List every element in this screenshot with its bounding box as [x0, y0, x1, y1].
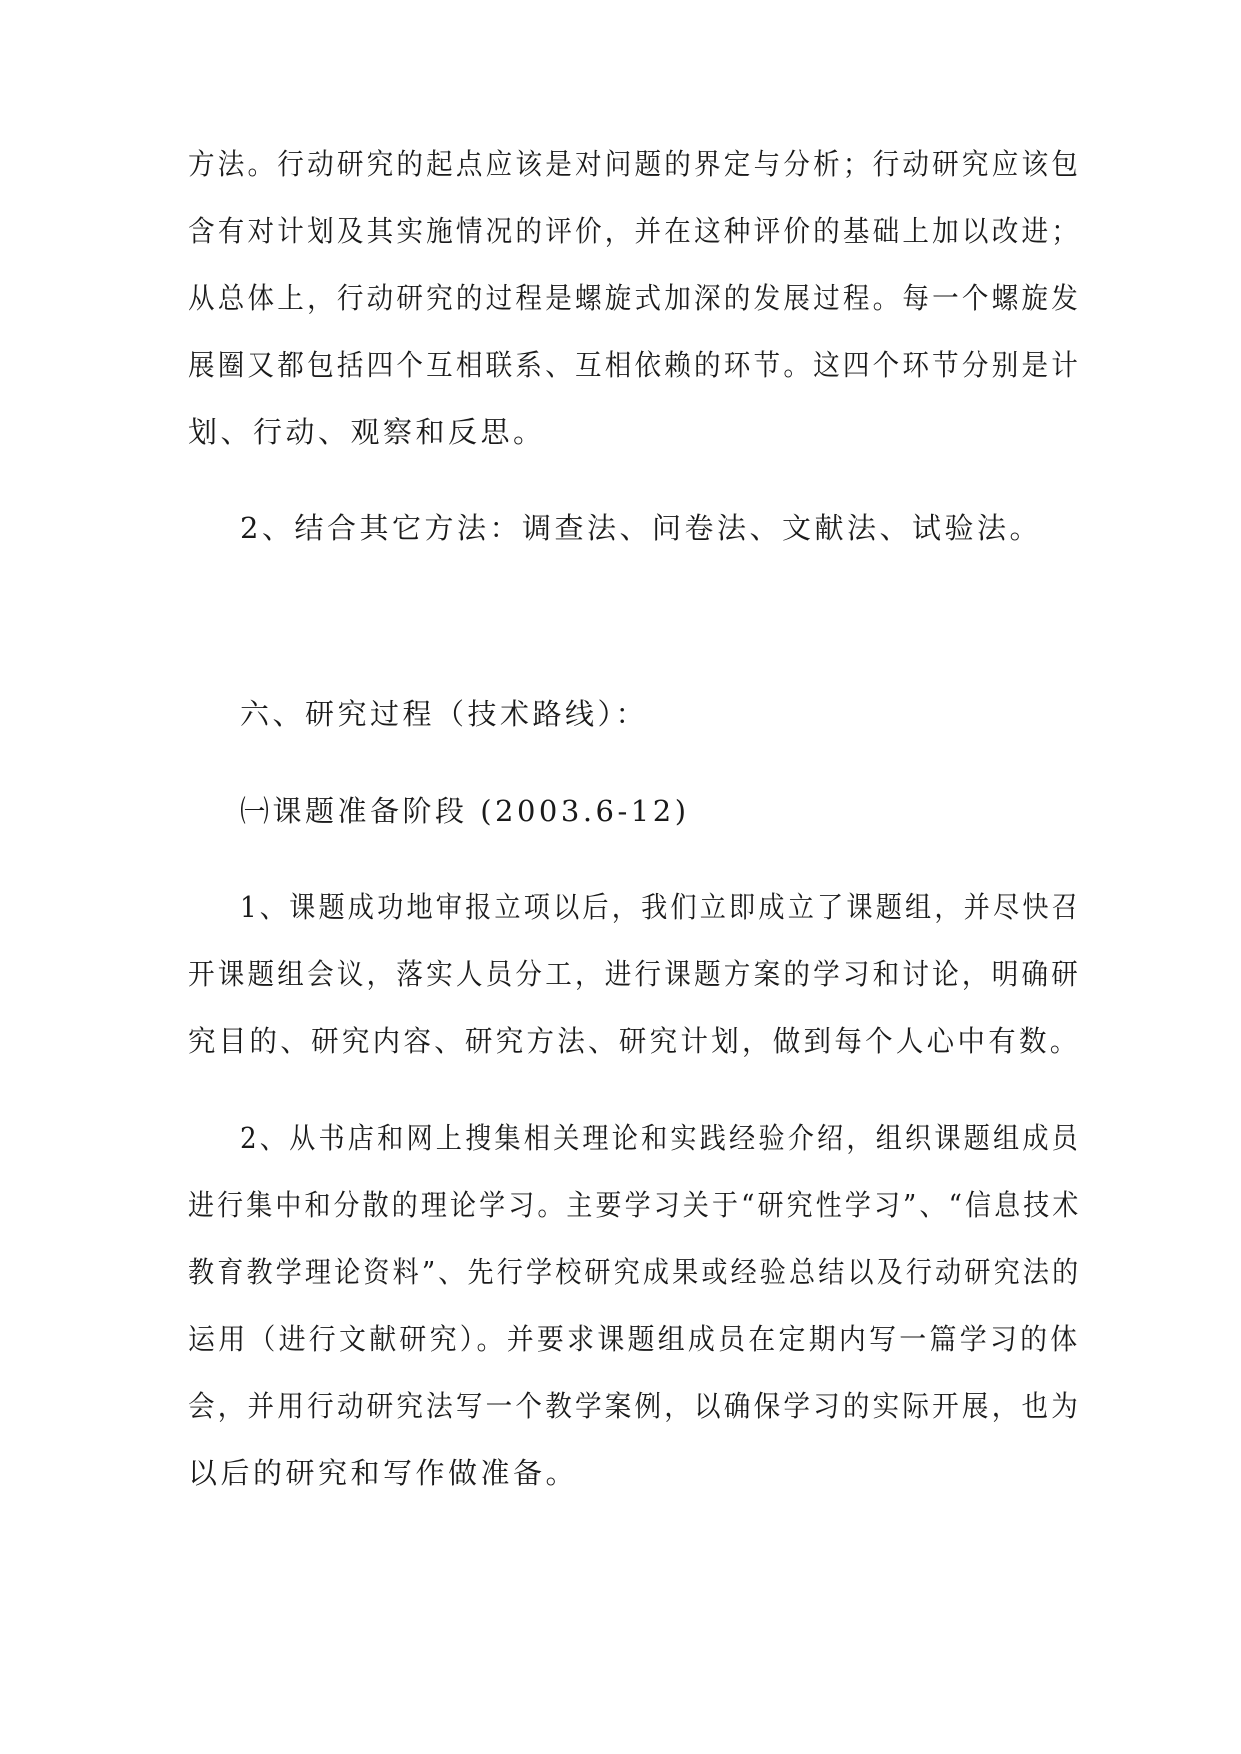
paragraph-3-line: 1、课题成功地审报立项以后，我们立即成立了课题组，并尽快召: [240, 890, 1081, 924]
paragraph-3-line: 究目的、研究内容、研究方法、研究计划，做到每个人心中有数。: [188, 1024, 1081, 1058]
paragraph-4-line: 教育教学理论资料”、先行学校研究成果或经验总结以及行动研究法的: [188, 1255, 1082, 1289]
paragraph-1-line: 展圈又都包括四个互相联系、互相依赖的环节。这四个环节分别是计: [188, 348, 1082, 382]
stage-heading: ㈠课题准备阶段 (2003.6-12): [240, 794, 690, 828]
section-heading: 六、研究过程（技术路线）：: [240, 697, 649, 731]
paragraph-1-line: 方法。行动研究的起点应该是对问题的界定与分析；行动研究应该包: [188, 147, 1082, 181]
paragraph-1-line: 含有对计划及其实施情况的评价，并在这种评价的基础上加以改进；: [188, 214, 1082, 248]
paragraph-4-line: 会，并用行动研究法写一个教学案例，以确保学习的实际开展，也为: [188, 1389, 1082, 1423]
paragraph-1-line: 划、行动、观察和反思。: [188, 415, 546, 449]
paragraph-3-line: 开课题组会议，落实人员分工，进行课题方案的学习和讨论，明确研: [188, 957, 1082, 991]
paragraph-4-line: 运用（进行文献研究）。并要求课题组成员在定期内写一篇学习的体: [188, 1322, 1081, 1356]
paragraph-2: 2、结合其它方法：调查法、问卷法、文献法、试验法。: [240, 511, 1042, 545]
paragraph-4-line: 以后的研究和写作做准备。: [188, 1456, 579, 1490]
paragraph-4-line: 进行集中和分散的理论学习。主要学习关于“研究性学习”、“信息技术: [188, 1188, 1082, 1222]
paragraph-1-line: 从总体上，行动研究的过程是螺旋式加深的发展过程。每一个螺旋发: [188, 281, 1082, 315]
paragraph-4-line: 2、从书店和网上搜集相关理论和实践经验介绍，组织课题组成员: [240, 1121, 1081, 1155]
